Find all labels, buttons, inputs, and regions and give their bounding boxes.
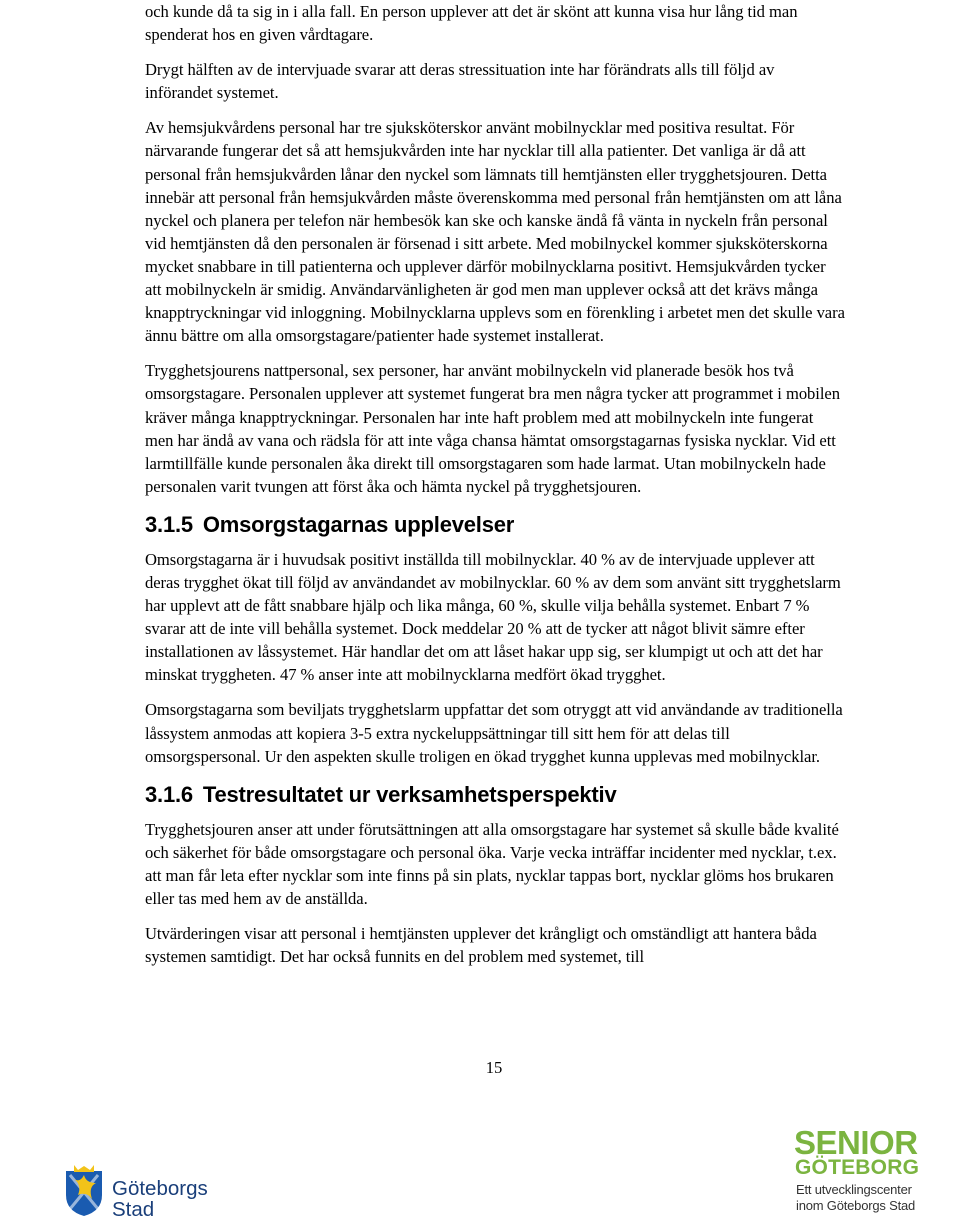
- tagline-line-1: Ett utvecklingscenter: [796, 1182, 912, 1197]
- heading-number: 3.1.5: [145, 511, 193, 537]
- logo-line-2: Stad: [112, 1198, 155, 1221]
- document-page: [145, 0, 845, 968]
- heading-3-1-5: [145, 512, 845, 538]
- paragraph-hemsjukvard: Av hemsjukvårdens personal har tre sjuksköterskor använt mobilnycklar med positiva resultat. För närvarande fungerar det så att hemsjukvården inte har nycklar till alla patienter. Det vanliga är då att personal från hemsjukvården lånar den nyckel som lämnats till hemtjänsten eller trygghetsjouren. Detta innebär att personal från hemsjukvården måste överenskomma med personal från hemtjänsten om att låna nyckel och planera per telefon när hembesök kan ske och kanske ändå få vänta in nyckeln från personal vid hemtjänsten då den personalen är försenad i sitt arbete. Med mobilnyckel kommer sjuksköterskorna mycket snabbare in till patienterna och upplever därför mobilnycklarna positivt. Hemsjukvården tycker att mobilnyckeln är smidig. Användarvänligheten är god men man upplever också att det krävs många knapptryckningar vid inloggning. Mobilnycklarna upplevs som en förenkling i arbetet men det skulle vara ännu bättre om alla omsorgstagare/patienter hade systemet installerat.: [145, 118, 845, 346]
- heading-title: Omsorgstagarnas upplevelser: [202, 511, 515, 537]
- paragraph-continued: och kunde då ta sig in i alla fall. En person upplever att det är skönt att kunna visa hur lång tid man spenderat hos en given vårdtagare.: [145, 2, 798, 45]
- logo-senior: SENIOR: [794, 1124, 918, 1161]
- paragraph-trygghetsjour: Trygghetsjourens nattpersonal, sex personer, har använt mobilnyckeln vid planerade besök hos två omsorgstagare. Personalen upplever att systemet fungerat bra men några tycker att programmet i mobilen kräver många knapptryckningar. Personalen har inte haft problem med att mobilnyckeln inte fungerat men har ändå av vana och rädsla för att inte våga chansa hämtat omsorgstagarnas fysiska nycklar. Vid ett larmtillfälle kunde personalen åka direkt till omsorgstagaren som hade larmat. Utan mobilnyckeln hade personalen varit tvungen att först åka och hämta nyckel på trygghetsjouren.: [145, 361, 840, 496]
- paragraph-verksamhet-2: Utvärderingen visar att personal i hemtjänsten upplever det krångligt och omständligt att hantera båda systemen samtidigt. Det har också funnits en del problem med systemet, till: [145, 924, 817, 967]
- paragraph-omsorgstagare-1: Omsorgstagarna är i huvudsak positivt inställda till mobilnycklar. 40 % av de intervjuade upplever att deras trygghet ökat till följd av användandet av mobilnycklar. 60 % av dem som använt sitt trygghetslarm har upplevt att de fått snabbare hjälp och lika många, 60 %, skulle vilja behålla systemet. Enbart 7 % svarar att de inte vill behålla systemet. Dock meddelar 20 % att de tycker att något blivit sämre efter installationen av låssystemet. Här handlar det om att låset hakar upp sig, ser klumpigt ut och att det har minskat tryggheten. 47 % anser inte att mobilnycklarna medfört ökad trygghet.: [145, 549, 841, 685]
- coat-of-arms-icon: [62, 1165, 106, 1217]
- heading-number: 3.1.6: [145, 781, 193, 807]
- logo-tagline: [796, 1182, 915, 1214]
- logo-line-1: Göteborgs: [112, 1177, 208, 1200]
- heading-3-1-6: [145, 782, 845, 808]
- tagline-line-2: inom Göteborgs Stad: [796, 1198, 916, 1213]
- paragraph-stress: Drygt hälften av de intervjuade svarar att deras stressituation inte har förändrats alls till följd av införandet systemet.: [145, 60, 775, 103]
- heading-title: Testresultatet ur verksamhetsperspektiv: [202, 781, 617, 807]
- logo-goteborg: GÖTEBORG: [795, 1156, 920, 1179]
- paragraph-verksamhet-1: Trygghetsjouren anser att under förutsättningen att alla omsorgstagare har systemet så skulle både kvalité och säkerhet för både omsorgstagare och personal öka. Varje vecka inträffar incidenter med nycklar, t.ex. att man får leta efter nycklar som inte finns på sin plats, nycklar tappas bort, nycklar glöms hos brukaren eller tas med hem av de anställda.: [145, 819, 839, 908]
- paragraph-omsorgstagare-2: Omsorgstagarna som beviljats trygghetslarm uppfattar det som otryggt att vid användande av traditionella låssystem anmodas att kopiera 3-5 extra nyckeluppsättningar till sitt hem för att delas till omsorgspersonal. Ur den aspekten skulle troligen en ökad trygghet kunna upplevas med mobilnycklar.: [145, 700, 843, 766]
- senior-goteborg-logo: [790, 1124, 920, 1219]
- goteborgs-stad-wordmark: [112, 1178, 208, 1220]
- page-number: 15: [485, 1058, 503, 1077]
- goteborgs-stad-logo: [62, 1165, 232, 1221]
